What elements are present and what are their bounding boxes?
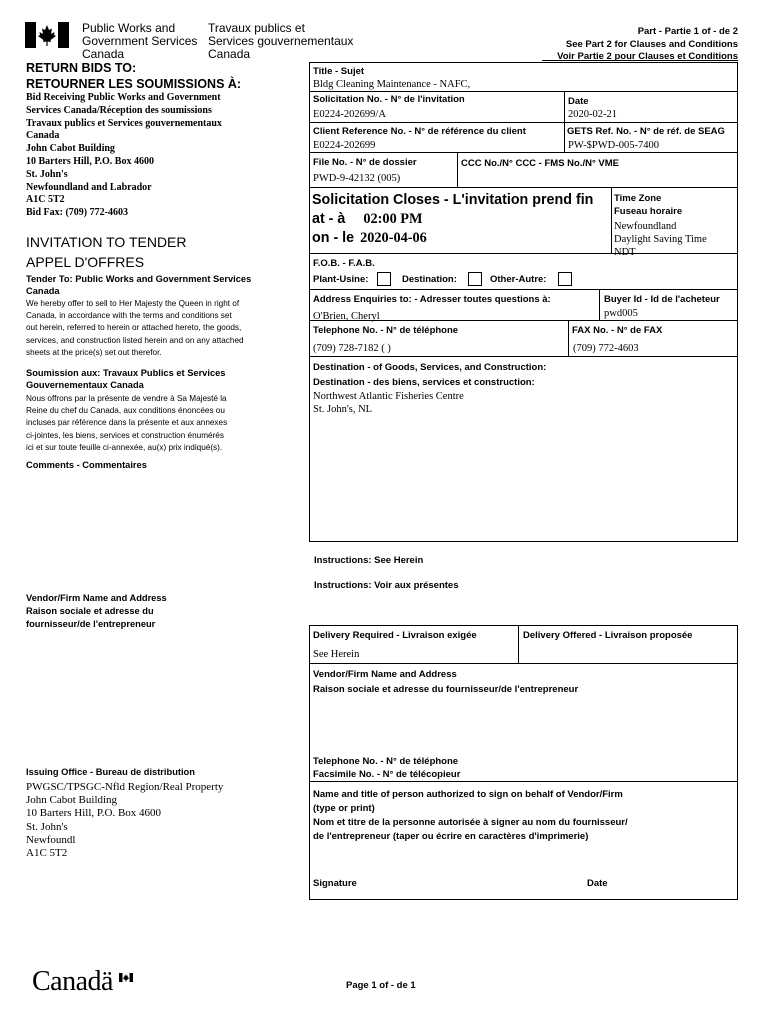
row-divider <box>309 152 738 153</box>
comments-label: Comments - Commentaires <box>26 460 147 470</box>
file-no-value: PWD-9-42132 (005) <box>313 173 401 184</box>
destination-label: Destination: <box>402 274 457 285</box>
solicitation-label: Solicitation No. - N° de l'invitation <box>313 94 465 105</box>
tender-to: Tender To: Public Works and Government Services Canada <box>26 274 252 296</box>
fob-label: F.O.B. - F.A.B. <box>313 258 375 269</box>
on-label: on - le <box>312 230 355 246</box>
row-divider <box>309 781 738 782</box>
col-divider <box>611 187 612 253</box>
offer-text-en: We hereby offer to sell to Her Majesty the Queen in right of Canada, in accordance with the terms and conditions set out herein, referred to herein or attached hereto, the goods, services, and construction listed herein and on any attached sheets at the price(s) set out therefor. <box>26 299 244 357</box>
fax-value: (709) 772-4603 <box>573 343 639 354</box>
plant-usine-checkbox[interactable] <box>377 272 391 286</box>
date-value: 2020-02-21 <box>568 109 617 120</box>
authorized-person-field[interactable] <box>312 845 732 873</box>
row-divider <box>309 253 738 254</box>
return-bids-address: Bid Receiving Public Works and Government Services Canada/Réception des soumissions Travaux publics et Services gouvernementaux Canada John Cabot Building 10 Barters Hill, P.O. Box 4600 St. John's Newfoundland and Labrador A1C 5T2 Bid Fax: (709) 772-4603 <box>26 92 222 219</box>
telephone-value: (709) 728-7182 ( ) <box>313 343 391 354</box>
invitation-title: INVITATION TO TENDER APPEL D'OFFRES <box>26 234 187 270</box>
row-divider <box>309 356 738 357</box>
time-zone-value: Newfoundland Daylight Saving Time NDT <box>614 221 707 258</box>
file-no-label: File No. - N° de dossier <box>313 157 417 168</box>
closing-time <box>312 211 423 228</box>
issuing-office-address: PWGSC/TPSGC-Nfld Region/Real Property John Cabot Building 10 Barters Hill, P.O. Box 4600 St. John's Newfoundl A1C 5T2 <box>26 781 224 860</box>
instructions-fr: Instructions: Voir aux présentes <box>314 580 459 591</box>
closing-date <box>312 230 427 247</box>
offer-text-fr: Nous offrons par la présente de vendre à Sa Majesté la Reine du chef du Canada, aux conditions énoncées ou incluses par référence dans la présente et aux annexes ci-jointes, les biens, services et construction énumérés ici et sur toute feuille ci-annexée, au(x) prix indiqué(s). <box>26 394 228 452</box>
header-rule <box>542 60 738 61</box>
solicitation-value: E0224-202699/A <box>313 109 386 120</box>
wordmark-flag-icon <box>119 969 133 978</box>
other-autre-label: Other-Autre: <box>490 274 547 285</box>
return-bids-heading: RETURN BIDS TO: RETOURNER LES SOUMISSIONS À: <box>26 61 242 91</box>
vendor-tel-fax-label: Telephone No. - N° de téléphone Facsimile No. - N° de télécopieur <box>313 756 461 780</box>
col-divider <box>457 152 458 187</box>
page-number: Page 1 of - de 1 <box>346 980 416 991</box>
buyer-id-label: Buyer Id - Id de l'acheteur <box>604 294 720 305</box>
on-value: 2020-04-06 <box>360 230 427 246</box>
vendor-firm-label-left: Vendor/Firm Name and Address Raison sociale et adresse du fournisseur/de l'entrepreneur <box>26 593 167 629</box>
row-divider <box>309 187 738 188</box>
col-divider <box>599 289 600 320</box>
delivery-offered-label: Delivery Offered - Livraison proposée <box>523 630 693 641</box>
part-indicator: Part - Partie 1 of - de 2 See Part 2 for Clauses and Conditions Voir Partie 2 pour Clauses et Conditions <box>557 26 738 62</box>
vendor-firm-label: Vendor/Firm Name and Address Raison sociale et adresse du fournisseur/de l'entrepreneur <box>313 669 579 695</box>
title-label: Title - Sujet <box>313 66 365 77</box>
canada-wordmark: Canadä <box>32 966 113 997</box>
destination-goods-label: Destination - of Goods, Services, and Construction: Destination - des biens, services et construction: <box>313 362 547 388</box>
vendor-firm-field[interactable] <box>312 700 732 750</box>
row-divider <box>309 320 738 321</box>
buyer-id-value: pwd005 <box>604 308 638 319</box>
at-value: 02:00 PM <box>363 211 423 227</box>
title-value: Bldg Cleaning Maintenance - NAFC, <box>313 79 471 90</box>
ccc-label: CCC No./N° CCC - FMS No./N° VME <box>461 158 620 169</box>
destination-goods-value: Northwest Atlantic Fisheries Centre St. John's, NL <box>313 391 464 415</box>
col-divider <box>564 91 565 122</box>
gets-value: PW-$PWD-005-7400 <box>568 140 659 151</box>
address-enquiries-label: Address Enquiries to: - Adresser toutes questions à: <box>313 294 551 305</box>
solicitation-closes-label: Solicitation Closes - L'invitation prend fin <box>312 192 594 208</box>
date-label: Date <box>568 96 589 107</box>
col-divider <box>564 122 565 152</box>
issuing-office-label: Issuing Office - Bureau de distribution <box>26 767 195 777</box>
fax-label: FAX No. - N° de FAX <box>572 325 663 336</box>
other-autre-checkbox[interactable] <box>558 272 572 286</box>
col-divider <box>568 320 569 356</box>
agency-name-en: Public Works and Government Services Canada <box>82 21 198 61</box>
plant-usine-label: Plant-Usine: <box>313 274 369 285</box>
row-divider <box>309 122 738 123</box>
authorized-person-label: Name and title of person authorized to sign on behalf of Vendor/Firm (type or print) Nom et titre de la personne autorisée à signer au nom du fournisseur/ de l'entrepreneur (taper ou écrire en caractères d'imprimerie) <box>313 789 628 842</box>
soumission-aux: Soumission aux: Travaux Publics et Services Gouvernementaux Canada <box>26 368 226 390</box>
canada-flag-logo <box>25 22 69 48</box>
agency-name-fr: Travaux publics et Services gouvernementaux Canada <box>208 21 354 61</box>
gets-label: GETS Ref. No. - N° de réf. de SEAG <box>567 126 725 137</box>
signature-label: Signature <box>313 878 357 889</box>
delivery-required-label: Delivery Required - Livraison exigée <box>313 630 477 641</box>
row-divider <box>309 91 738 92</box>
row-divider <box>309 289 738 290</box>
instructions-en: Instructions: See Herein <box>314 555 424 566</box>
col-divider <box>518 625 519 663</box>
at-label: at - à <box>312 211 346 227</box>
destination-checkbox[interactable] <box>468 272 482 286</box>
client-ref-value: E0224-202699 <box>313 140 376 151</box>
telephone-label: Telephone No. - N° de téléphone <box>313 325 459 336</box>
delivery-required-value: See Herein <box>313 649 360 660</box>
row-divider <box>309 663 738 664</box>
signature-date-label: Date <box>587 878 608 889</box>
address-enquiries-value: O'Brien, Cheryl <box>313 311 380 322</box>
time-zone-label: Time Zone Fuseau horaire <box>614 193 683 217</box>
client-ref-label: Client Reference No. - N° de référence du client <box>313 126 526 137</box>
